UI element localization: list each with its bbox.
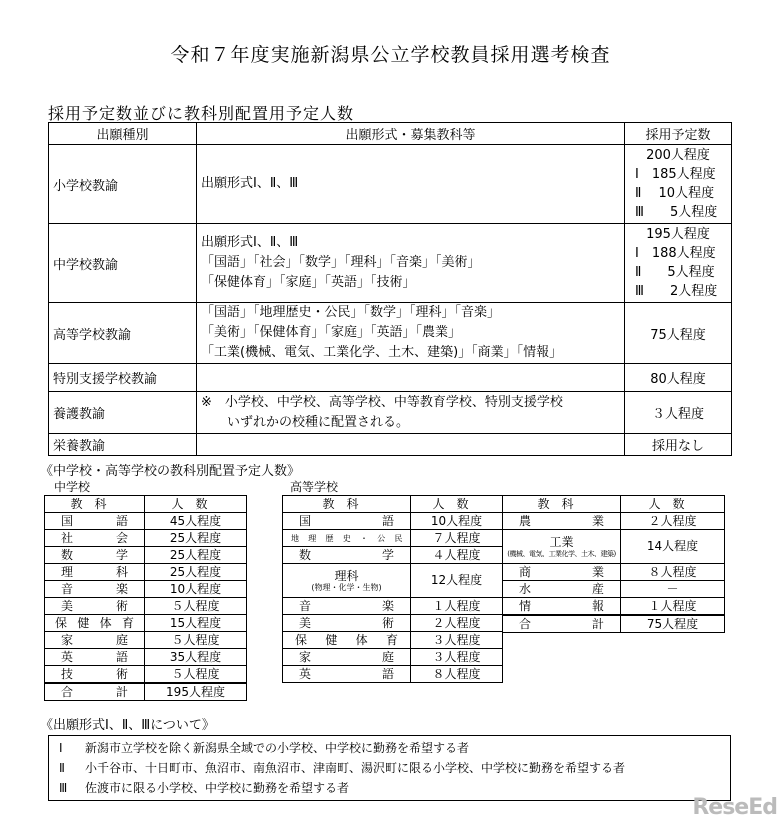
- row-count: ３人程度: [625, 392, 732, 434]
- row-detail: [197, 364, 625, 392]
- row-type: 特別支援学校教諭: [49, 364, 197, 392]
- table-row: 理科 25人程度: [45, 564, 247, 581]
- col-subject: 教科: [503, 496, 621, 513]
- table-row: [49, 224, 732, 303]
- notes-table: [48, 735, 731, 801]
- notes-heading: 《出願形式Ⅰ、Ⅱ、Ⅲについて》: [40, 718, 215, 733]
- table-row: 美術 ２人程度: [283, 615, 503, 632]
- middle-school-label: 中学校: [54, 480, 91, 494]
- table-row: 理科 (物理・化学・生物) 12人程度: [283, 564, 503, 598]
- table-row: 保健体育 15人程度: [45, 615, 247, 632]
- row-type: 小学校教諭: [49, 145, 197, 224]
- row-type: 中学校教諭: [49, 224, 197, 303]
- recruitment-table: [48, 122, 732, 456]
- row-detail: [197, 434, 625, 456]
- section-title: 採用予定数並びに教科別配置用予定人数: [48, 104, 355, 123]
- table-row: 保健体育 ３人程度: [283, 632, 503, 649]
- col-subject: 教科: [283, 496, 411, 513]
- row-detail: 「国語」「地理歴史・公民」「数学」「理科」「音楽」 「美術」「保健体育」「家庭」「英語」「農業」 「工業(機械、電気、工業化学、土木、建築)」「商業」「情報」: [197, 303, 625, 364]
- table-row: 音楽 １人程度: [283, 598, 503, 615]
- row-detail: ※ 小学校、中学校、高等学校、中等教育学校、特別支援学校 いずれかの校種に配置される。: [197, 392, 625, 434]
- col-subject: 教科: [45, 496, 145, 513]
- distribution-heading: 《中学校・高等学校の教科別配置予定人数》: [40, 464, 301, 479]
- table-row: 情報 １人程度: [503, 598, 725, 616]
- header-count: 採用予定数: [625, 123, 732, 145]
- row-detail: 出願形式Ⅰ、Ⅱ、Ⅲ 「国語」「社会」「数学」「理科」「音楽」「美術」 「保健体育」「家庭」「英語」「技術」: [197, 224, 625, 303]
- table-row: 美術 ５人程度: [45, 598, 247, 615]
- high-school-label: 高等学校: [290, 480, 339, 494]
- row-count: 200人程度 Ⅰ 185人程度 Ⅱ 10人程度 Ⅲ 5人程度: [625, 145, 732, 224]
- table-row: 国語 10人程度: [283, 513, 503, 530]
- table-row: 地理歴史・公民 ７人程度: [283, 530, 503, 547]
- col-count: 人数: [145, 496, 247, 513]
- row-type: 栄養教諭: [49, 434, 197, 456]
- note-item: Ⅰ 新潟市立学校を除く新潟県全域での小学校、中学校に勤務を希望する者: [59, 741, 470, 755]
- table-row: 技術 ５人程度: [45, 666, 247, 684]
- high-school-table-left: [282, 495, 503, 683]
- table-row: 商業 ８人程度: [503, 564, 725, 581]
- table-row: [49, 434, 732, 456]
- table-row: 英語 35人程度: [45, 649, 247, 666]
- table-row: 音楽 10人程度: [45, 581, 247, 598]
- middle-school-table: [44, 495, 247, 701]
- table-row: [49, 303, 732, 364]
- row-detail: 出願形式Ⅰ、Ⅱ、Ⅲ: [197, 145, 625, 224]
- watermark-logo: ReseEd: [692, 795, 777, 820]
- row-count: 75人程度: [625, 303, 732, 364]
- table-row: 数学 ４人程度: [283, 547, 503, 564]
- row-count: 80人程度: [625, 364, 732, 392]
- table-header-row: [49, 123, 732, 145]
- table-row: 国語 45人程度: [45, 513, 247, 530]
- header-type: 出願種別: [49, 123, 197, 145]
- row-type: 高等学校教諭: [49, 303, 197, 364]
- row-count: 195人程度 Ⅰ 188人程度 Ⅱ 5人程度 Ⅲ 2人程度: [625, 224, 732, 303]
- notes-cell: [49, 736, 731, 801]
- row-count: 採用なし: [625, 434, 732, 456]
- table-row: 水産 －: [503, 581, 725, 598]
- col-count: 人数: [621, 496, 725, 513]
- table-row: [49, 392, 732, 434]
- table-row: [49, 364, 732, 392]
- table-row: 社会 25人程度: [45, 530, 247, 547]
- table-row: 工業 (機械、電気、工業化学、土木、建築) 14人程度: [503, 530, 725, 564]
- col-count: 人数: [411, 496, 503, 513]
- header-detail: 出願形式・募集教科等: [197, 123, 625, 145]
- table-row: 数学 25人程度: [45, 547, 247, 564]
- table-row-total: 合計 195人程度: [45, 683, 247, 701]
- page-title: 令和７年度実施新潟県公立学校教員採用選考検査: [170, 44, 611, 66]
- table-row: 家庭 ５人程度: [45, 632, 247, 649]
- table-row: 英語 ８人程度: [283, 666, 503, 683]
- note-item: Ⅲ 佐渡市に限る小学校、中学校に勤務を希望する者: [59, 781, 350, 795]
- table-row-total: 合計 75人程度: [503, 615, 725, 633]
- note-item: Ⅱ 小千谷市、十日町市、魚沼市、南魚沼市、津南町、湯沢町に限る小学校、中学校に勤務を希望する者: [59, 761, 626, 775]
- table-row: 農業 ２人程度: [503, 513, 725, 530]
- table-row: [49, 145, 732, 224]
- row-type: 養護教諭: [49, 392, 197, 434]
- table-row: 家庭 ３人程度: [283, 649, 503, 666]
- high-school-table-right: [502, 495, 725, 633]
